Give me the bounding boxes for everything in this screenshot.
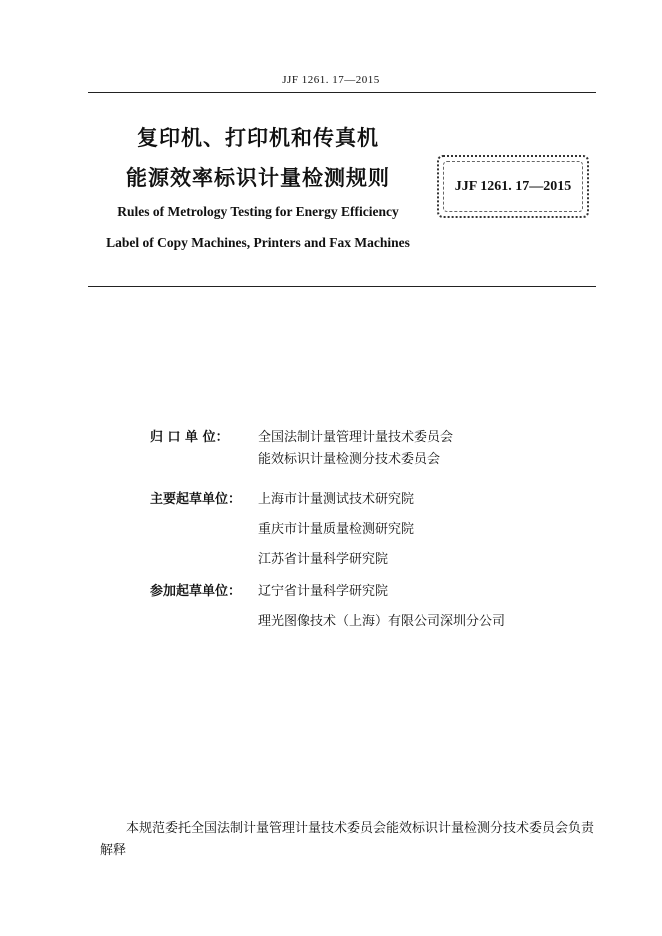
- title-rule: [88, 286, 596, 287]
- title-cn-line2: 能源效率标识计量检测规则: [126, 166, 390, 190]
- drafting-units: [150, 430, 590, 642]
- participating-unit-value-1: 辽宁省计量科学研究院: [258, 584, 389, 599]
- title-en-line1: Rules of Metrology Testing for Energy Efficiency: [117, 204, 399, 219]
- main-unit-value-1: 上海市计量测试技术研究院: [258, 492, 415, 507]
- responsible-unit-label: 归 口 单 位：: [150, 430, 229, 445]
- main-unit-row: [150, 492, 590, 522]
- responsible-unit-value-1: 全国法制计量管理计量技术委员会: [258, 430, 454, 445]
- interpretation-note: 本规范委托全国法制计量管理计量技术委员会能效标识计量检测分技术委员会负责解释: [100, 821, 595, 858]
- title-en-line2: Label of Copy Machines, Printers and Fax Machines: [106, 235, 410, 250]
- main-unit-label: 主要起草单位：: [150, 492, 242, 507]
- main-unit-value-2: 重庆市计量质量检测研究院: [258, 522, 415, 537]
- standard-code-box: [437, 155, 589, 218]
- title-cn-line1: 复印机、打印机和传真机: [137, 126, 379, 150]
- standard-code-box-text: JJF 1261. 17—2015: [454, 178, 572, 194]
- main-unit-value-3: 江苏省计量科学研究院: [258, 552, 389, 567]
- header-rule: [88, 92, 596, 93]
- main-unit-row-3: [150, 552, 590, 584]
- participating-unit-label: 参加起草单位：: [150, 584, 242, 599]
- participating-unit-value-2: 理光图像技术（上海）有限公司深圳分公司: [258, 614, 506, 629]
- main-unit-row-2: [150, 522, 590, 552]
- participating-unit-row-2: [150, 614, 590, 642]
- header-standard-code: JJF 1261. 17—2015: [282, 74, 380, 86]
- responsible-unit-value-2: 能效标识计量检测分技术委员会: [258, 452, 441, 467]
- participating-unit-row: [150, 584, 590, 614]
- responsible-unit-row-2: [150, 452, 590, 492]
